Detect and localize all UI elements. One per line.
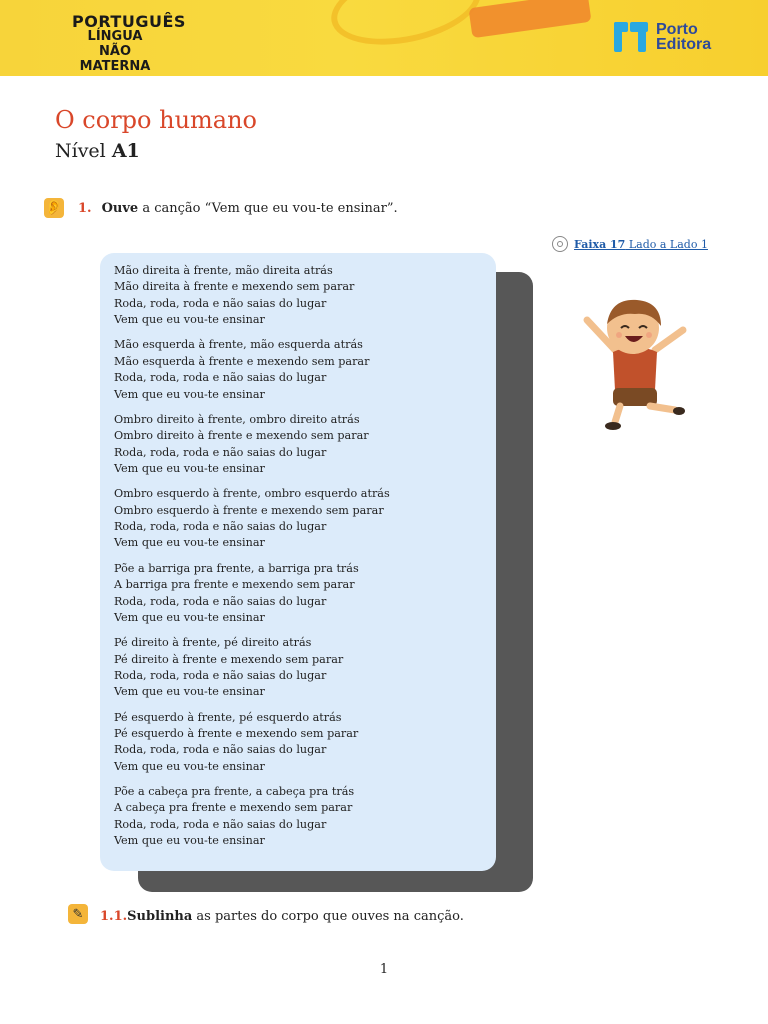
lyrics-line: Roda, roda, roda e não saias do lugar bbox=[114, 668, 327, 682]
publisher-name-line2: Editora bbox=[656, 36, 712, 53]
publisher-mark-icon bbox=[614, 22, 650, 52]
lyrics-stanza bbox=[114, 263, 496, 329]
lyrics-line: A cabeça pra frente e mexendo sem parar bbox=[114, 801, 353, 815]
ear-icon: 👂 bbox=[45, 200, 63, 216]
lyrics-stanza bbox=[114, 337, 496, 403]
lyrics-line: Vem que eu vou-te ensinar bbox=[114, 387, 265, 401]
lyrics-line: Vem que eu vou-te ensinar bbox=[114, 610, 265, 624]
publisher-logo bbox=[614, 22, 711, 52]
exercise-1-verb: Ouve bbox=[101, 201, 139, 216]
exercise-1-number: 1. bbox=[78, 201, 92, 216]
audio-track-link[interactable] bbox=[574, 238, 708, 251]
page-title: O corpo humano bbox=[55, 106, 257, 134]
book-logo-line3: MATERNA bbox=[79, 59, 151, 74]
exercise-1-1 bbox=[100, 909, 464, 924]
lyrics-line: Vem que eu vou-te ensinar bbox=[114, 759, 265, 773]
lyrics-line: Roda, roda, roda e não saias do lugar bbox=[114, 743, 327, 757]
lyrics-line: Roda, roda, roda e não saias do lugar bbox=[114, 296, 327, 310]
lyrics-line: Põe a barriga pra frente, a barriga pra trás bbox=[114, 561, 359, 575]
exercise-1-1-verb: Sublinha bbox=[127, 909, 193, 924]
lyrics-line: Vem que eu vou-te ensinar bbox=[114, 834, 265, 848]
header-banner bbox=[0, 0, 768, 76]
lyrics-line: Roda, roda, roda e não saias do lugar bbox=[114, 594, 327, 608]
lyrics-line: Pé esquerdo à frente, pé esquerdo atrás bbox=[114, 710, 342, 724]
lyrics-line: Ombro esquerdo à frente e mexendo sem parar bbox=[114, 503, 384, 517]
lyrics-line: Ombro direito à frente, ombro direito atrás bbox=[114, 412, 360, 426]
lyrics-line: Pé esquerdo à frente e mexendo sem parar bbox=[114, 726, 359, 740]
exercise-1 bbox=[78, 201, 398, 216]
page-number: 1 bbox=[379, 962, 389, 977]
lyrics-line: Vem que eu vou-te ensinar bbox=[114, 462, 265, 476]
lyrics-line: Vem que eu vou-te ensinar bbox=[114, 313, 265, 327]
banner-decoration bbox=[324, 0, 488, 57]
lyrics-stanza bbox=[114, 561, 496, 627]
exercise-1-1-text: as partes do corpo que ouves na canção. bbox=[192, 909, 464, 924]
audio-track-reference bbox=[552, 236, 708, 252]
pencil-icon: ✎ bbox=[68, 904, 88, 924]
exercise-1-text: a canção “Vem que eu vou-te ensinar”. bbox=[138, 201, 398, 216]
level-label bbox=[55, 140, 140, 162]
cd-icon bbox=[552, 236, 568, 252]
lyrics-line: Pé direito à frente, pé direito atrás bbox=[114, 636, 312, 650]
level-value: A1 bbox=[111, 140, 140, 162]
lyrics-line: Ombro direito à frente e mexendo sem parar bbox=[114, 429, 369, 443]
lyrics-line: Roda, roda, roda e não saias do lugar bbox=[114, 817, 327, 831]
lyrics-line: Vem que eu vou-te ensinar bbox=[114, 685, 265, 699]
level-prefix: Nível bbox=[55, 140, 106, 162]
lyrics-line: Roda, roda, roda e não saias do lugar bbox=[114, 445, 327, 459]
lyrics-line: Mão esquerda à frente, mão esquerda atrás bbox=[114, 338, 363, 352]
lyrics-line: Roda, roda, roda e não saias do lugar bbox=[114, 371, 327, 385]
track-label: Faixa 17 bbox=[574, 237, 626, 251]
book-logo-line2: LÍNGUA NÃO bbox=[87, 29, 143, 59]
lyrics-line: Roda, roda, roda e não saias do lugar bbox=[114, 520, 327, 534]
lyrics-stanza bbox=[114, 486, 496, 552]
lyrics-line: Mão esquerda à frente e mexendo sem parar bbox=[114, 354, 370, 368]
lyrics-line: Põe a cabeça pra frente, a cabeça pra trás bbox=[114, 784, 355, 798]
lyrics-stanza bbox=[114, 412, 496, 478]
book-logo-line1: PORTUGUÊS bbox=[72, 12, 186, 31]
lyrics-line: Mão direita à frente e mexendo sem parar bbox=[114, 280, 355, 294]
book-logo bbox=[72, 12, 186, 74]
lyrics-stanza bbox=[114, 710, 496, 776]
lyrics-stanza bbox=[114, 635, 496, 701]
lyrics-line: Ombro esquerdo à frente, ombro esquerdo atrás bbox=[114, 487, 390, 501]
lyrics-line: A barriga pra frente e mexendo sem parar bbox=[114, 578, 355, 592]
lyrics-line: Pé direito à frente e mexendo sem parar bbox=[114, 652, 344, 666]
lyrics-stanza bbox=[114, 784, 496, 850]
banner-pencil-decoration bbox=[468, 0, 591, 38]
lyrics-line: Vem que eu vou-te ensinar bbox=[114, 536, 265, 550]
lyrics-line: Mão direita à frente, mão direita atrás bbox=[114, 264, 333, 277]
jumping-boy-illustration bbox=[575, 290, 695, 440]
publisher-name-line1: Porto bbox=[656, 21, 698, 38]
track-source: Lado a Lado 1 bbox=[625, 237, 708, 251]
lyrics-box bbox=[100, 253, 496, 871]
exercise-1-1-number: 1.1. bbox=[100, 909, 128, 924]
